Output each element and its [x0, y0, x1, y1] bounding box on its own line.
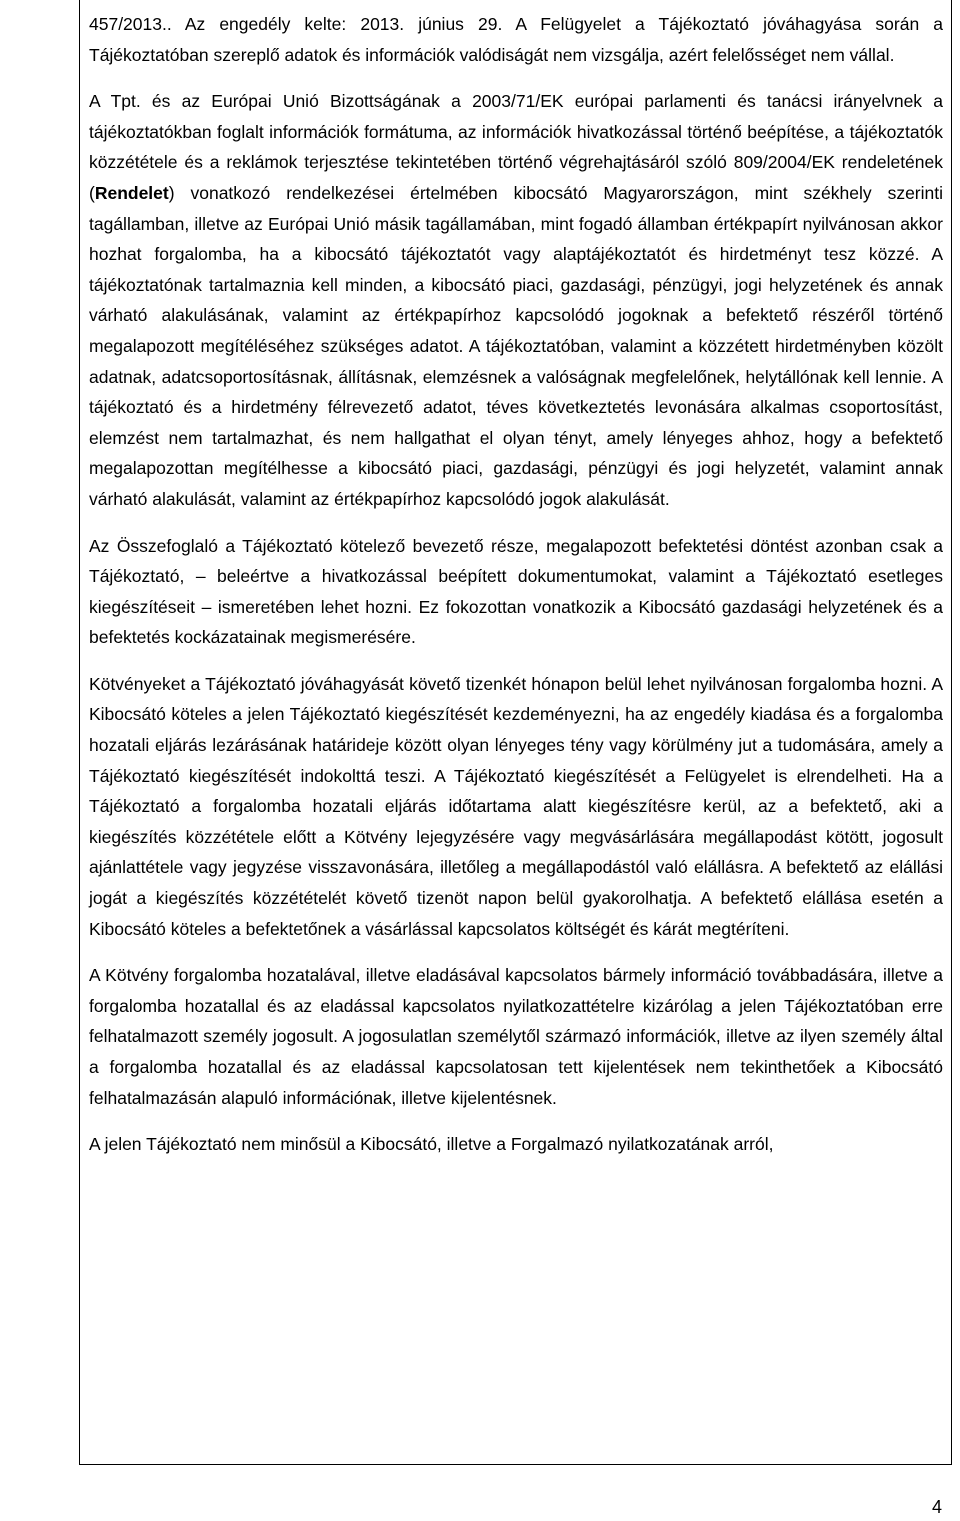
- paragraph-approval-notice: 457/2013.. Az engedély kelte: 2013. június 29. A Felügyelet a Tájékoztató jóváhagyása során a Tájékoztatóban szereplő adatok és információk valódiságát nem vizsgálja, azért felelősséget nem vállal.: [89, 14, 943, 65]
- page-number: 4: [931, 1497, 942, 1517]
- paragraph-summary: Az Összefoglaló a Tájékoztató kötelező bevezető része, megalapozott befektetési döntést azonban csak a Tájékoztató, – beleértve a hivatkozással beépített dokumentumokat, valamint a Tájékoztató esetleges kiegészítéseit – ismeretében lehet hozni. Ez fokozottan vonatkozik a Kibocsátó gazdasági helyzetének és a befektetés kockázatainak megismerésére.: [89, 535, 943, 648]
- paragraph-bond-issuance: Kötvényeket a Tájékoztató jóváhagyását követő tizenkét hónapon belül lehet nyilvánosan forgalomba hozni. A Kibocsátó köteles a jelen Tájékoztató kiegészítését kezdeményezni, ha az engedély kiadása és a forgalomba hozatali eljárás lezárásának határideje között olyan lényeges tény vagy körülmény jut a tudomására, amely a Tájékoztató kiegészítését indokolttá teszi. A Tájékoztató kiegészítését a Felügyelet is elrendelheti. Ha a Tájékoztató a forgalomba hozatali eljárás időtartama alatt kiegészítésre kerül, az a befektető, aki a kiegészítés közzététele előtt a Kötvény lejegyzésére vagy megvásárlására megállapodást kötött, jogosult ajánlattétele vagy jegyzése visszavonására, illetőleg a megállapodástól való elállásra. A befektető az elállási jogát a kiegészítés közzétételét követő tizenöt napon belül gyakorolhatja. A befektető elállása esetén a Kibocsátó köteles a befektetőnek a vásárlással kapcsolatos költségét és kárát megtéríteni.: [89, 673, 943, 939]
- paragraph-disclaimer-start: A jelen Tájékoztató nem minősül a Kibocsátó, illetve a Forgalmazó nyilatkozatának arról,: [89, 1134, 774, 1155]
- rendelet-term: Rendelet: [94, 182, 169, 203]
- document-body: [89, 9, 943, 1176]
- paragraph-legal-basis-part-2: ) vonatkozó rendelkezései értelmében kibocsátó Magyarországon, mint székhely szerinti tagállamban, illetve az Európai Unió másik tagállamában, mint fogadó államban értékpapírt nyilvánosan akkor hozhat forgalomba, ha a kibocsátó tájékoztatót vagy alaptájékoztatót és hirdetményt tesz közzé. A tájékoztatónak tartalmaznia kell minden, a kibocsátó piaci, gazdasági, pénzügyi, jogi helyzetének és annak várható alakulásának, valamint az értékpapírhoz kapcsolódó jogoknak a befektető részéről történő megalapozott megítéléséhez szükséges adatot. A tájékoztatóban, valamint a közzétett hirdetményben közölt adatnak, adatcsoportosításnak, állításnak, elemzésnek a valóságnak megfelelőnek, helytállónak kell lennie. A tájékoztató és a hirdetmény félrevezető adatot, téves következtetés levonására alkalmas csoportosítást, elemzést nem tartalmazhat, és nem hallgathat el olyan tényt, amely lényeges ahhoz, hogy a befektető megalapozottan megítélhesse a kibocsátó piaci, gazdasági, pénzügyi és jogi helyzetét, valamint annak várható alakulását, valamint az értékpapírhoz kapcsolódó jogok alakulását.: [89, 182, 943, 509]
- paragraph-information-authority: A Kötvény forgalomba hozatalával, illetve eladásával kapcsolatos bármely információ továbbadására, illetve a forgalomba hozatallal és az eladással kapcsolatos nyilatkozattételre kizárólag a jelen Tájékoztatóban erre felhatalmazott személy jogosult. A jogosulatlan személytől származó információk, illetve az ilyen személy által a forgalomba hozatallal és az eladással kapcsolatosan tett kijelentések nem tekinthetőek a Kibocsátó felhatalmazásán alapuló információnak, illetve kijelentésnek.: [89, 965, 943, 1108]
- paragraph-legal-basis: [89, 86, 943, 514]
- paragraph-legal-basis-part-1: A Tpt. és az Európai Unió Bizottságának a 2003/71/EK európai parlamenti és tanácsi irányelvnek a tájékoztatókban foglalt információk formátuma, az információk hivatkozással történő beépítése, a tájékoztatók közzététele és a reklámok terjesztése tekintetében történő végrehajtásáról szóló 809/2004/EK rendeletének (: [89, 91, 943, 203]
